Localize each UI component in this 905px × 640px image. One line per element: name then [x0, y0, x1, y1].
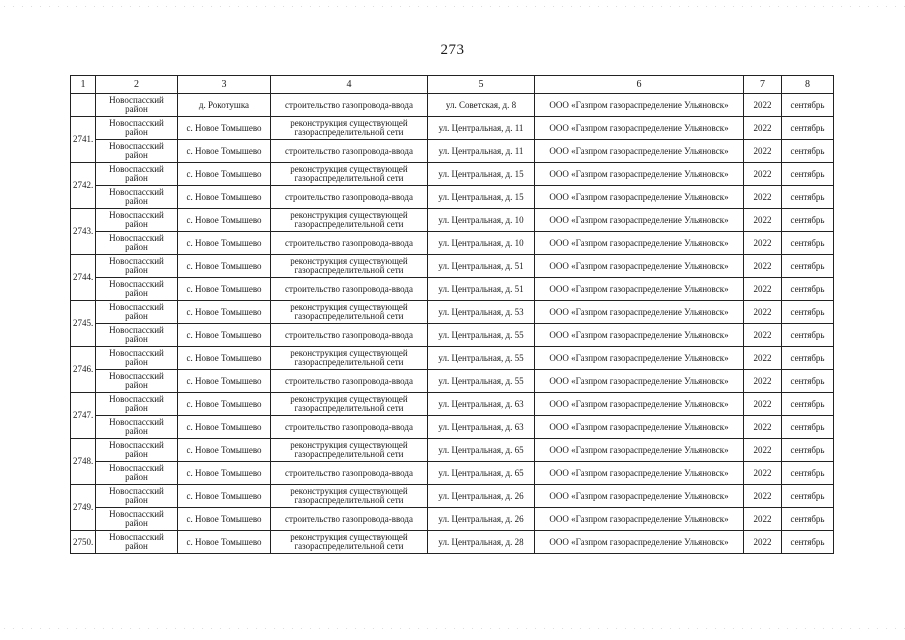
row-number-cell: 2742. [71, 163, 96, 209]
month-cell: сентябрь [782, 94, 834, 117]
district-cell: Новоспасский район [96, 324, 178, 347]
table-row [71, 347, 834, 370]
work-type-cell: строительство газопровода-ввода [271, 462, 428, 485]
organization-cell: ООО «Газпром газораспределение Ульяновск» [535, 462, 744, 485]
table-row [71, 485, 834, 508]
address-cell: ул. Советская, д. 8 [428, 94, 535, 117]
district-cell: Новоспасский район [96, 186, 178, 209]
address-cell: ул. Центральная, д. 55 [428, 370, 535, 393]
settlement-cell: с. Новое Томышево [178, 370, 271, 393]
row-number-cell: 2743. [71, 209, 96, 255]
organization-cell: ООО «Газпром газораспределение Ульяновск» [535, 255, 744, 278]
row-number-cell: 2741. [71, 117, 96, 163]
month-cell: сентябрь [782, 255, 834, 278]
district-cell: Новоспасский район [96, 370, 178, 393]
column-header: 1 [71, 76, 96, 94]
row-number-cell: 2746. [71, 347, 96, 393]
row-number-cell: 2750. [71, 531, 96, 554]
district-cell: Новоспасский район [96, 439, 178, 462]
work-type-cell: строительство газопровода-ввода [271, 94, 428, 117]
table-body [71, 94, 834, 554]
address-cell: ул. Центральная, д. 28 [428, 531, 535, 554]
year-cell: 2022 [744, 439, 782, 462]
address-cell: ул. Центральная, д. 51 [428, 255, 535, 278]
year-cell: 2022 [744, 508, 782, 531]
address-cell: ул. Центральная, д. 55 [428, 347, 535, 370]
organization-cell: ООО «Газпром газораспределение Ульяновск» [535, 324, 744, 347]
organization-cell: ООО «Газпром газораспределение Ульяновск» [535, 347, 744, 370]
work-type-cell: строительство газопровода-ввода [271, 232, 428, 255]
settlement-cell: с. Новое Томышево [178, 531, 271, 554]
address-cell: ул. Центральная, д. 26 [428, 485, 535, 508]
settlement-cell: с. Новое Томышево [178, 462, 271, 485]
district-cell: Новоспасский район [96, 508, 178, 531]
address-cell: ул. Центральная, д. 65 [428, 439, 535, 462]
month-cell: сентябрь [782, 439, 834, 462]
address-cell: ул. Центральная, д. 10 [428, 232, 535, 255]
district-cell: Новоспасский район [96, 255, 178, 278]
work-type-cell: реконструкция существующей газораспределительной сети [271, 531, 428, 554]
work-type-cell: реконструкция существующей газораспределительной сети [271, 393, 428, 416]
settlement-cell: с. Новое Томышево [178, 186, 271, 209]
month-cell: сентябрь [782, 324, 834, 347]
month-cell: сентябрь [782, 301, 834, 324]
table-row [71, 255, 834, 278]
district-cell: Новоспасский район [96, 347, 178, 370]
table-row [71, 163, 834, 186]
settlement-cell: с. Новое Томышево [178, 278, 271, 301]
gas-works-table [70, 75, 834, 554]
work-type-cell: реконструкция существующей газораспределительной сети [271, 209, 428, 232]
work-type-cell: реконструкция существующей газораспределительной сети [271, 301, 428, 324]
organization-cell: ООО «Газпром газораспределение Ульяновск» [535, 439, 744, 462]
table-row [71, 393, 834, 416]
settlement-cell: с. Новое Томышево [178, 255, 271, 278]
district-cell: Новоспасский район [96, 163, 178, 186]
settlement-cell: с. Новое Томышево [178, 393, 271, 416]
organization-cell: ООО «Газпром газораспределение Ульяновск» [535, 186, 744, 209]
work-type-cell: реконструкция существующей газораспределительной сети [271, 117, 428, 140]
work-type-cell: строительство газопровода-ввода [271, 416, 428, 439]
month-cell: сентябрь [782, 186, 834, 209]
settlement-cell: д. Рокотушка [178, 94, 271, 117]
year-cell: 2022 [744, 278, 782, 301]
organization-cell: ООО «Газпром газораспределение Ульяновск» [535, 140, 744, 163]
month-cell: сентябрь [782, 140, 834, 163]
district-cell: Новоспасский район [96, 531, 178, 554]
address-cell: ул. Центральная, д. 65 [428, 462, 535, 485]
work-type-cell: реконструкция существующей газораспределительной сети [271, 485, 428, 508]
address-cell: ул. Центральная, д. 11 [428, 117, 535, 140]
district-cell: Новоспасский район [96, 301, 178, 324]
year-cell: 2022 [744, 140, 782, 163]
settlement-cell: с. Новое Томышево [178, 324, 271, 347]
settlement-cell: с. Новое Томышево [178, 232, 271, 255]
year-cell: 2022 [744, 232, 782, 255]
district-cell: Новоспасский район [96, 232, 178, 255]
year-cell: 2022 [744, 485, 782, 508]
row-number-cell: 2747. [71, 393, 96, 439]
row-number-cell: 2748. [71, 439, 96, 485]
address-cell: ул. Центральная, д. 11 [428, 140, 535, 163]
address-cell: ул. Центральная, д. 10 [428, 209, 535, 232]
row-number-cell: 2745. [71, 301, 96, 347]
settlement-cell: с. Новое Томышево [178, 117, 271, 140]
settlement-cell: с. Новое Томышево [178, 209, 271, 232]
month-cell: сентябрь [782, 393, 834, 416]
organization-cell: ООО «Газпром газораспределение Ульяновск» [535, 163, 744, 186]
work-type-cell: реконструкция существующей газораспределительной сети [271, 347, 428, 370]
month-cell: сентябрь [782, 209, 834, 232]
address-cell: ул. Центральная, д. 15 [428, 186, 535, 209]
organization-cell: ООО «Газпром газораспределение Ульяновск» [535, 301, 744, 324]
organization-cell: ООО «Газпром газораспределение Ульяновск» [535, 531, 744, 554]
work-type-cell: строительство газопровода-ввода [271, 508, 428, 531]
district-cell: Новоспасский район [96, 416, 178, 439]
district-cell: Новоспасский район [96, 485, 178, 508]
address-cell: ул. Центральная, д. 51 [428, 278, 535, 301]
table-row [71, 301, 834, 324]
settlement-cell: с. Новое Томышево [178, 508, 271, 531]
column-header: 2 [96, 76, 178, 94]
district-cell: Новоспасский район [96, 393, 178, 416]
address-cell: ул. Центральная, д. 15 [428, 163, 535, 186]
year-cell: 2022 [744, 301, 782, 324]
column-header: 3 [178, 76, 271, 94]
column-header: 8 [782, 76, 834, 94]
district-cell: Новоспасский район [96, 117, 178, 140]
address-cell: ул. Центральная, д. 53 [428, 301, 535, 324]
month-cell: сентябрь [782, 370, 834, 393]
organization-cell: ООО «Газпром газораспределение Ульяновск» [535, 485, 744, 508]
column-header: 4 [271, 76, 428, 94]
month-cell: сентябрь [782, 278, 834, 301]
year-cell: 2022 [744, 324, 782, 347]
year-cell: 2022 [744, 370, 782, 393]
address-cell: ул. Центральная, д. 63 [428, 416, 535, 439]
table-row [71, 209, 834, 232]
table-row [71, 278, 834, 301]
header-row [71, 76, 834, 94]
work-type-cell: строительство газопровода-ввода [271, 186, 428, 209]
table-row [71, 370, 834, 393]
year-cell: 2022 [744, 416, 782, 439]
settlement-cell: с. Новое Томышево [178, 163, 271, 186]
month-cell: сентябрь [782, 416, 834, 439]
table-row [71, 416, 834, 439]
year-cell: 2022 [744, 117, 782, 140]
work-type-cell: строительство газопровода-ввода [271, 370, 428, 393]
month-cell: сентябрь [782, 347, 834, 370]
work-type-cell: строительство газопровода-ввода [271, 278, 428, 301]
organization-cell: ООО «Газпром газораспределение Ульяновск» [535, 370, 744, 393]
year-cell: 2022 [744, 163, 782, 186]
year-cell: 2022 [744, 94, 782, 117]
work-type-cell: реконструкция существующей газораспределительной сети [271, 439, 428, 462]
address-cell: ул. Центральная, д. 63 [428, 393, 535, 416]
month-cell: сентябрь [782, 531, 834, 554]
page-number: 273 [440, 42, 465, 58]
table-row [71, 117, 834, 140]
table-row [71, 140, 834, 163]
month-cell: сентябрь [782, 232, 834, 255]
district-cell: Новоспасский район [96, 140, 178, 163]
table-header [71, 76, 834, 94]
month-cell: сентябрь [782, 462, 834, 485]
year-cell: 2022 [744, 186, 782, 209]
work-type-cell: реконструкция существующей газораспределительной сети [271, 255, 428, 278]
settlement-cell: с. Новое Томышево [178, 347, 271, 370]
column-header: 7 [744, 76, 782, 94]
table-row [71, 232, 834, 255]
table-row [71, 462, 834, 485]
month-cell: сентябрь [782, 163, 834, 186]
table-row [71, 531, 834, 554]
settlement-cell: с. Новое Томышево [178, 439, 271, 462]
organization-cell: ООО «Газпром газораспределение Ульяновск» [535, 508, 744, 531]
district-cell: Новоспасский район [96, 209, 178, 232]
column-header: 5 [428, 76, 535, 94]
column-header: 6 [535, 76, 744, 94]
organization-cell: ООО «Газпром газораспределение Ульяновск» [535, 232, 744, 255]
district-cell: Новоспасский район [96, 462, 178, 485]
district-cell: Новоспасский район [96, 94, 178, 117]
address-cell: ул. Центральная, д. 55 [428, 324, 535, 347]
year-cell: 2022 [744, 347, 782, 370]
settlement-cell: с. Новое Томышево [178, 140, 271, 163]
year-cell: 2022 [744, 393, 782, 416]
organization-cell: ООО «Газпром газораспределение Ульяновск» [535, 209, 744, 232]
row-number-cell: 2749. [71, 485, 96, 531]
row-number-cell [71, 94, 96, 117]
work-type-cell: строительство газопровода-ввода [271, 140, 428, 163]
year-cell: 2022 [744, 462, 782, 485]
work-type-cell: реконструкция существующей газораспределительной сети [271, 163, 428, 186]
table-row [71, 186, 834, 209]
organization-cell: ООО «Газпром газораспределение Ульяновск» [535, 94, 744, 117]
district-cell: Новоспасский район [96, 278, 178, 301]
address-cell: ул. Центральная, д. 26 [428, 508, 535, 531]
organization-cell: ООО «Газпром газораспределение Ульяновск» [535, 416, 744, 439]
organization-cell: ООО «Газпром газораспределение Ульяновск» [535, 117, 744, 140]
settlement-cell: с. Новое Томышево [178, 301, 271, 324]
year-cell: 2022 [744, 531, 782, 554]
month-cell: сентябрь [782, 485, 834, 508]
year-cell: 2022 [744, 209, 782, 232]
table-row [71, 94, 834, 117]
settlement-cell: с. Новое Томышево [178, 416, 271, 439]
month-cell: сентябрь [782, 508, 834, 531]
month-cell: сентябрь [782, 117, 834, 140]
year-cell: 2022 [744, 255, 782, 278]
table-row [71, 324, 834, 347]
organization-cell: ООО «Газпром газораспределение Ульяновск» [535, 393, 744, 416]
settlement-cell: с. Новое Томышево [178, 485, 271, 508]
work-type-cell: строительство газопровода-ввода [271, 324, 428, 347]
table-row [71, 439, 834, 462]
table-row [71, 508, 834, 531]
row-number-cell: 2744. [71, 255, 96, 301]
organization-cell: ООО «Газпром газораспределение Ульяновск» [535, 278, 744, 301]
